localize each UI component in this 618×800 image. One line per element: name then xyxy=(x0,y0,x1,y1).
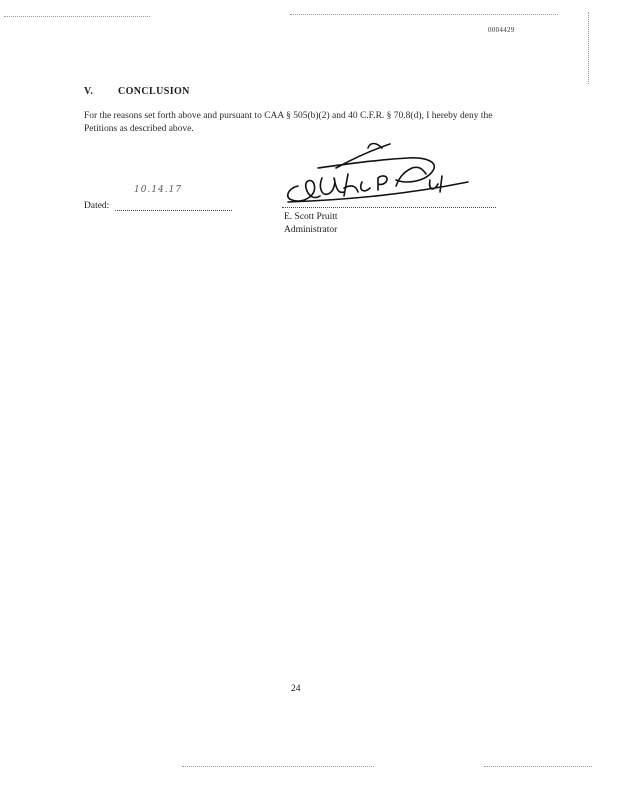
dated-label: Dated: xyxy=(84,201,110,211)
scan-artifact-bottom-right xyxy=(484,766,592,767)
section-title: CONCLUSION xyxy=(118,86,190,97)
bates-number: 0004429 xyxy=(488,26,515,34)
date-line xyxy=(115,210,232,211)
handwritten-signature xyxy=(278,138,478,218)
page-number: 24 xyxy=(291,684,301,694)
section-heading xyxy=(84,86,190,97)
handwritten-date: 10.14.17 xyxy=(134,185,183,195)
scan-artifact-top-right xyxy=(290,14,558,15)
scan-artifact-top-left xyxy=(4,16,150,17)
conclusion-paragraph: For the reasons set forth above and pursuant to CAA § 505(b)(2) and 40 C.F.R. § 70.8(d), I hereby deny the Petitions as described above. xyxy=(84,111,493,134)
signer-title: Administrator xyxy=(284,225,338,235)
section-number: V. xyxy=(84,86,94,97)
scan-artifact-bottom-center xyxy=(182,766,374,767)
signature-line xyxy=(282,207,496,208)
signer-name: E. Scott Pruitt xyxy=(284,212,338,222)
scan-artifact-right-edge xyxy=(588,12,589,84)
